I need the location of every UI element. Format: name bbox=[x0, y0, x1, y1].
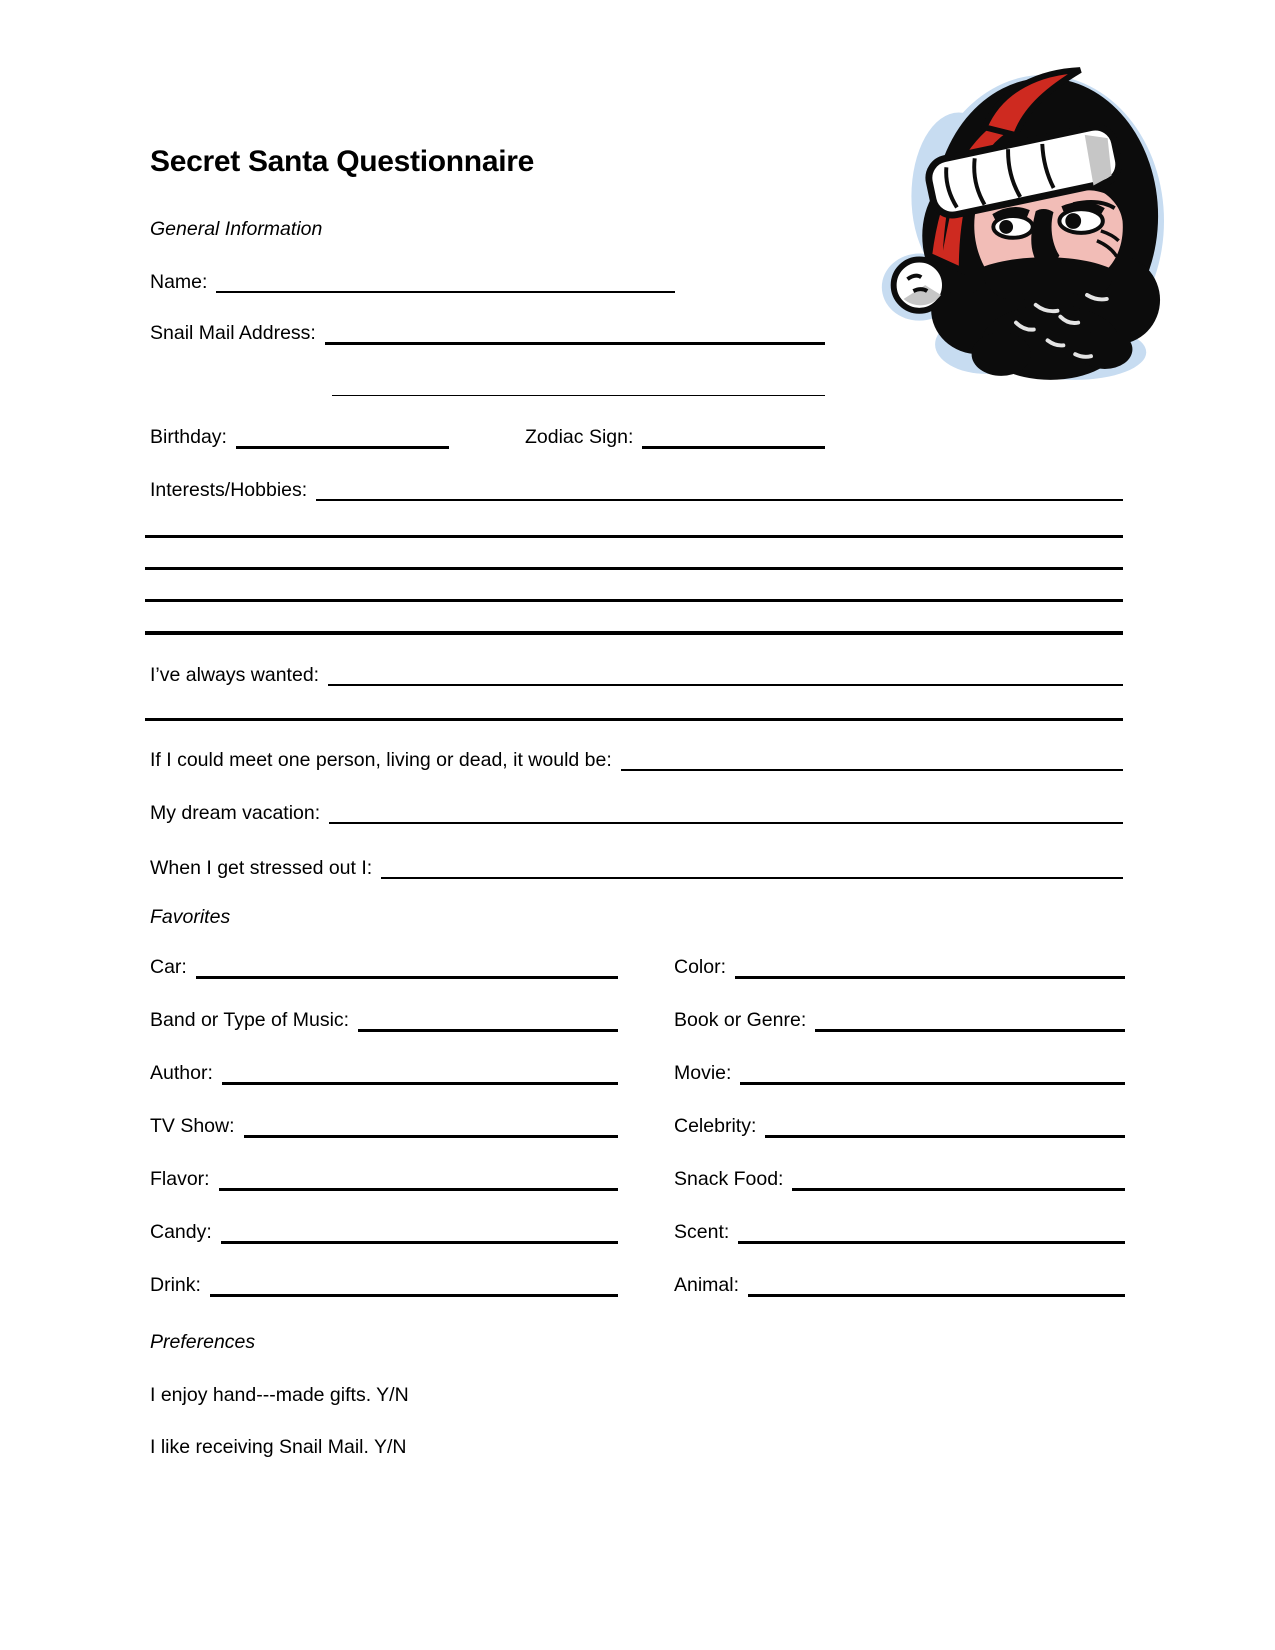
zodiac-label: Zodiac Sign: bbox=[525, 426, 634, 448]
tv-show-label: TV Show: bbox=[150, 1115, 235, 1137]
page-title: Secret Santa Questionnaire bbox=[150, 145, 535, 178]
flavor-field bbox=[150, 1168, 618, 1191]
scent-input-line[interactable] bbox=[738, 1221, 1125, 1244]
zodiac-input-line[interactable] bbox=[642, 426, 825, 449]
book-input-line[interactable] bbox=[815, 1009, 1125, 1032]
interests-extra-line-1[interactable] bbox=[145, 535, 1123, 538]
birthday-label: Birthday: bbox=[150, 426, 227, 448]
preference-snail-mail: I like receiving Snail Mail. Y/N bbox=[150, 1436, 407, 1458]
movie-field bbox=[674, 1062, 1125, 1085]
author-field bbox=[150, 1062, 618, 1085]
candy-label: Candy: bbox=[150, 1221, 212, 1243]
candy-input-line[interactable] bbox=[221, 1221, 618, 1244]
favorites-row-5 bbox=[150, 1168, 1125, 1191]
dream-vacation-field bbox=[150, 802, 1123, 825]
car-input-line[interactable] bbox=[196, 956, 618, 979]
celebrity-input-line[interactable] bbox=[765, 1115, 1125, 1138]
car-field bbox=[150, 956, 618, 979]
snail-mail-input-line-2[interactable] bbox=[332, 395, 825, 396]
section-heading-preferences: Preferences bbox=[150, 1331, 256, 1353]
snack-food-label: Snack Food: bbox=[674, 1168, 784, 1190]
always-wanted-input-line[interactable] bbox=[328, 664, 1123, 686]
favorites-row-7 bbox=[150, 1274, 1125, 1297]
drink-input-line[interactable] bbox=[210, 1274, 618, 1297]
flavor-label: Flavor: bbox=[150, 1168, 210, 1190]
snack-food-field bbox=[674, 1168, 1125, 1191]
snail-mail-label: Snail Mail Address: bbox=[150, 322, 316, 344]
band-label: Band or Type of Music: bbox=[150, 1009, 350, 1031]
favorites-row-2 bbox=[150, 1009, 1125, 1032]
drink-field bbox=[150, 1274, 618, 1297]
section-heading-favorites: Favorites bbox=[150, 906, 231, 928]
birthday-field bbox=[150, 426, 449, 449]
meet-person-input-line[interactable] bbox=[621, 749, 1123, 771]
animal-input-line[interactable] bbox=[748, 1274, 1125, 1297]
candy-field bbox=[150, 1221, 618, 1244]
santa-clipart-image bbox=[868, 58, 1164, 384]
author-input-line[interactable] bbox=[222, 1062, 618, 1085]
favorites-row-3 bbox=[150, 1062, 1125, 1085]
always-wanted-extra-line[interactable] bbox=[145, 718, 1123, 721]
interests-extra-line-3[interactable] bbox=[145, 599, 1123, 602]
book-label: Book or Genre: bbox=[674, 1009, 807, 1031]
meet-person-label: If I could meet one person, living or dead, it would be: bbox=[150, 749, 612, 771]
stressed-out-field bbox=[150, 857, 1123, 880]
preference-handmade-gifts: I enjoy hand---made gifts. Y/N bbox=[150, 1384, 409, 1406]
snack-food-input-line[interactable] bbox=[792, 1168, 1125, 1191]
always-wanted-label: I’ve always wanted: bbox=[150, 664, 320, 686]
color-input-line[interactable] bbox=[735, 956, 1125, 979]
birthday-input-line[interactable] bbox=[236, 426, 449, 449]
always-wanted-field bbox=[150, 664, 1123, 687]
movie-label: Movie: bbox=[674, 1062, 732, 1084]
band-field bbox=[150, 1009, 618, 1032]
color-field bbox=[674, 956, 1125, 979]
interests-label: Interests/Hobbies: bbox=[150, 479, 308, 501]
flavor-input-line[interactable] bbox=[219, 1168, 618, 1191]
dream-vacation-input-line[interactable] bbox=[329, 802, 1123, 824]
name-input-line[interactable] bbox=[216, 271, 675, 293]
interests-extra-line-2[interactable] bbox=[145, 567, 1123, 570]
section-heading-general: General Information bbox=[150, 218, 323, 240]
book-field bbox=[674, 1009, 1125, 1032]
scent-label: Scent: bbox=[674, 1221, 730, 1243]
interests-field bbox=[150, 479, 1123, 502]
interests-input-line[interactable] bbox=[316, 479, 1123, 501]
favorites-row-6 bbox=[150, 1221, 1125, 1244]
color-label: Color: bbox=[674, 956, 727, 978]
drink-label: Drink: bbox=[150, 1274, 201, 1296]
author-label: Author: bbox=[150, 1062, 213, 1084]
tv-show-input-line[interactable] bbox=[244, 1115, 618, 1138]
name-label: Name: bbox=[150, 271, 208, 293]
tv-show-field bbox=[150, 1115, 618, 1138]
scent-field bbox=[674, 1221, 1125, 1244]
interests-extra-line-4[interactable] bbox=[145, 631, 1123, 635]
animal-label: Animal: bbox=[674, 1274, 740, 1296]
band-input-line[interactable] bbox=[358, 1009, 618, 1032]
movie-input-line[interactable] bbox=[740, 1062, 1125, 1085]
stressed-out-input-line[interactable] bbox=[381, 857, 1123, 879]
animal-field bbox=[674, 1274, 1125, 1297]
snail-mail-input-line[interactable] bbox=[325, 322, 825, 345]
celebrity-label: Celebrity: bbox=[674, 1115, 757, 1137]
favorites-row-1 bbox=[150, 956, 1125, 979]
car-label: Car: bbox=[150, 956, 187, 978]
stressed-out-label: When I get stressed out I: bbox=[150, 857, 373, 879]
zodiac-field bbox=[525, 426, 825, 449]
meet-person-field bbox=[150, 749, 1123, 772]
favorites-row-4 bbox=[150, 1115, 1125, 1138]
celebrity-field bbox=[674, 1115, 1125, 1138]
name-field bbox=[150, 271, 675, 294]
snail-mail-field bbox=[150, 322, 825, 345]
dream-vacation-label: My dream vacation: bbox=[150, 802, 321, 824]
